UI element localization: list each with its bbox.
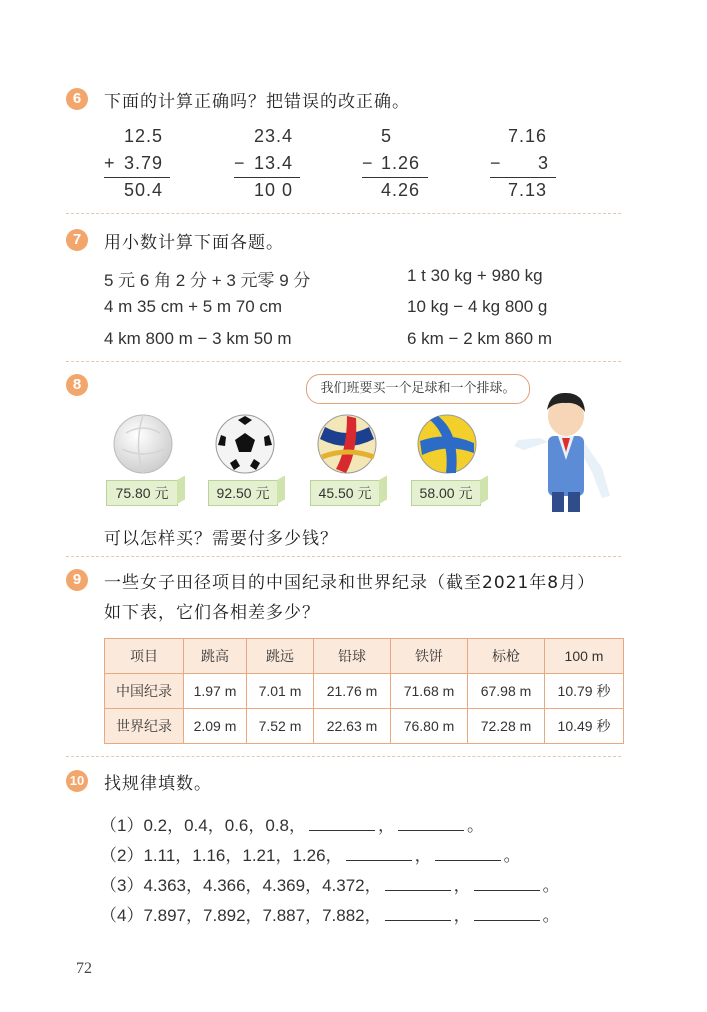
- calc-rule: [362, 177, 428, 178]
- sequence-item-1: [100, 811, 484, 836]
- table-cell: 7.01 m: [247, 674, 314, 709]
- comma: ，: [453, 876, 471, 895]
- expression: 4 m 35 cm + 5 m 70 cm: [104, 297, 283, 316]
- answer-blank[interactable]: [398, 816, 464, 831]
- calc-result: 50.4: [124, 180, 164, 200]
- soccer-ball-icon: [214, 413, 276, 475]
- answer-blank[interactable]: [385, 906, 451, 921]
- question-number-7: 7: [66, 229, 88, 251]
- question-number-8: 8: [66, 374, 88, 396]
- price-tag: 58.00 元: [411, 480, 481, 506]
- sequence-item-4: [100, 901, 560, 926]
- table-header-cell: 标枪: [468, 639, 545, 674]
- question-7-text: 用小数计算下面各题。: [104, 233, 284, 253]
- period: 。: [467, 816, 484, 835]
- question-10-text: 找规律填数。: [104, 774, 212, 794]
- question-6-text: 下面的计算正确吗？把错误的改正确。: [104, 92, 410, 112]
- calc-result: 7.13: [508, 180, 548, 200]
- calc-rule: [234, 177, 300, 178]
- section-divider: [66, 556, 621, 557]
- period: 。: [542, 906, 560, 925]
- table-cell: 2.09 m: [184, 709, 247, 744]
- sequence-values: 0.2，0.4，0.6，0.8，: [143, 816, 306, 835]
- table-cell: 1.97 m: [184, 674, 247, 709]
- answer-blank[interactable]: [474, 876, 540, 891]
- records-table: [104, 638, 624, 744]
- item-label: （3）: [100, 876, 144, 895]
- calc-bottom: 3: [538, 153, 550, 173]
- expression: 10 kg − 4 kg 800 g: [407, 297, 548, 316]
- question-9-text-line2: 如下表，它们各相差多少？: [104, 603, 320, 623]
- answer-blank[interactable]: [346, 846, 412, 861]
- student-boy-icon: [510, 388, 622, 514]
- table-cell: 71.68 m: [391, 674, 468, 709]
- calc-top: 5: [381, 126, 393, 146]
- table-row: [105, 674, 624, 709]
- answer-blank[interactable]: [309, 816, 375, 831]
- expression: 1 t 30 kg + 980 kg: [407, 266, 543, 285]
- period: 。: [542, 876, 560, 895]
- calc-operator: −: [490, 153, 502, 173]
- table-header-cell: 铁饼: [391, 639, 468, 674]
- table-row: [105, 709, 624, 744]
- calc-bottom: 1.26: [381, 153, 421, 173]
- white-ball-icon: [112, 413, 174, 475]
- table-cell: 10.79 秒: [545, 674, 624, 709]
- expression: 5 元 6 角 2 分 + 3 元零 9 分: [104, 271, 311, 290]
- table-cell: 67.98 m: [468, 674, 545, 709]
- table-row-label: 世界纪录: [105, 709, 184, 744]
- table-cell: 10.49 秒: [545, 709, 624, 744]
- table-header-cell: 跳远: [247, 639, 314, 674]
- question-number-10: 10: [66, 770, 88, 792]
- page-number: 72: [76, 960, 92, 977]
- calc-operator: −: [234, 153, 246, 173]
- calc-bottom: 13.4: [254, 153, 294, 173]
- price-tag: 92.50 元: [208, 480, 278, 506]
- table-header-cell: 跳高: [184, 639, 247, 674]
- calc-top: 12.5: [124, 126, 164, 146]
- table-cell: 22.63 m: [314, 709, 391, 744]
- calc-operator: +: [104, 153, 116, 173]
- calc-result: 10 0: [254, 180, 294, 200]
- table-header-cell: 项目: [105, 639, 184, 674]
- sequence-item-2: [100, 841, 521, 866]
- comma: ，: [414, 846, 432, 865]
- speech-bubble: 我们班要买一个足球和一个排球。: [306, 374, 530, 404]
- item-label: （2）: [100, 846, 144, 865]
- expression: 6 km − 2 km 860 m: [407, 329, 553, 348]
- volleyball-icon: [316, 413, 378, 475]
- comma: ，: [453, 906, 471, 925]
- table-cell: 21.76 m: [314, 674, 391, 709]
- calc-result: 4.26: [381, 180, 421, 200]
- question-8-prompt: 可以怎样买？需要付多少钱？: [104, 529, 338, 549]
- question-number-9: 9: [66, 569, 88, 591]
- table-header-row: [105, 639, 624, 674]
- price-tag: 45.50 元: [310, 480, 380, 506]
- table-cell: 72.28 m: [468, 709, 545, 744]
- answer-blank[interactable]: [435, 846, 501, 861]
- sequence-values: 4.363，4.366，4.369，4.372，: [143, 876, 382, 895]
- table-cell: 7.52 m: [247, 709, 314, 744]
- yellow-blue-volleyball-icon: [416, 413, 478, 475]
- expression: 4 km 800 m − 3 km 50 m: [104, 329, 292, 348]
- calc-rule: [490, 177, 556, 178]
- calc-top: 7.16: [508, 126, 548, 146]
- item-label: （4）: [100, 906, 144, 925]
- calc-bottom: 3.79: [124, 153, 164, 173]
- calc-top: 23.4: [254, 126, 294, 146]
- answer-blank[interactable]: [474, 906, 540, 921]
- sequence-values: 1.11，1.16，1.21，1.26，: [143, 846, 343, 865]
- section-divider: [66, 213, 621, 214]
- question-9-text-line1: 一些女子田径项目的中国纪录和世界纪录（截至2021年8月）: [104, 573, 596, 593]
- table-row-label: 中国纪录: [105, 674, 184, 709]
- price-tag: 75.80 元: [106, 480, 178, 506]
- question-number-6: 6: [66, 88, 88, 110]
- calc-rule: [104, 177, 170, 178]
- period: 。: [503, 846, 521, 865]
- section-divider: [66, 361, 621, 362]
- table-header-cell: 铅球: [314, 639, 391, 674]
- table-header-cell: 100 m: [545, 639, 624, 674]
- section-divider: [66, 756, 621, 757]
- sequence-values: 7.897，7.892，7.887，7.882，: [143, 906, 382, 925]
- sequence-item-3: [100, 871, 560, 896]
- comma: ，: [378, 816, 395, 835]
- item-label: （1）: [100, 816, 144, 835]
- calc-operator: −: [362, 153, 374, 173]
- answer-blank[interactable]: [385, 876, 451, 891]
- table-cell: 76.80 m: [391, 709, 468, 744]
